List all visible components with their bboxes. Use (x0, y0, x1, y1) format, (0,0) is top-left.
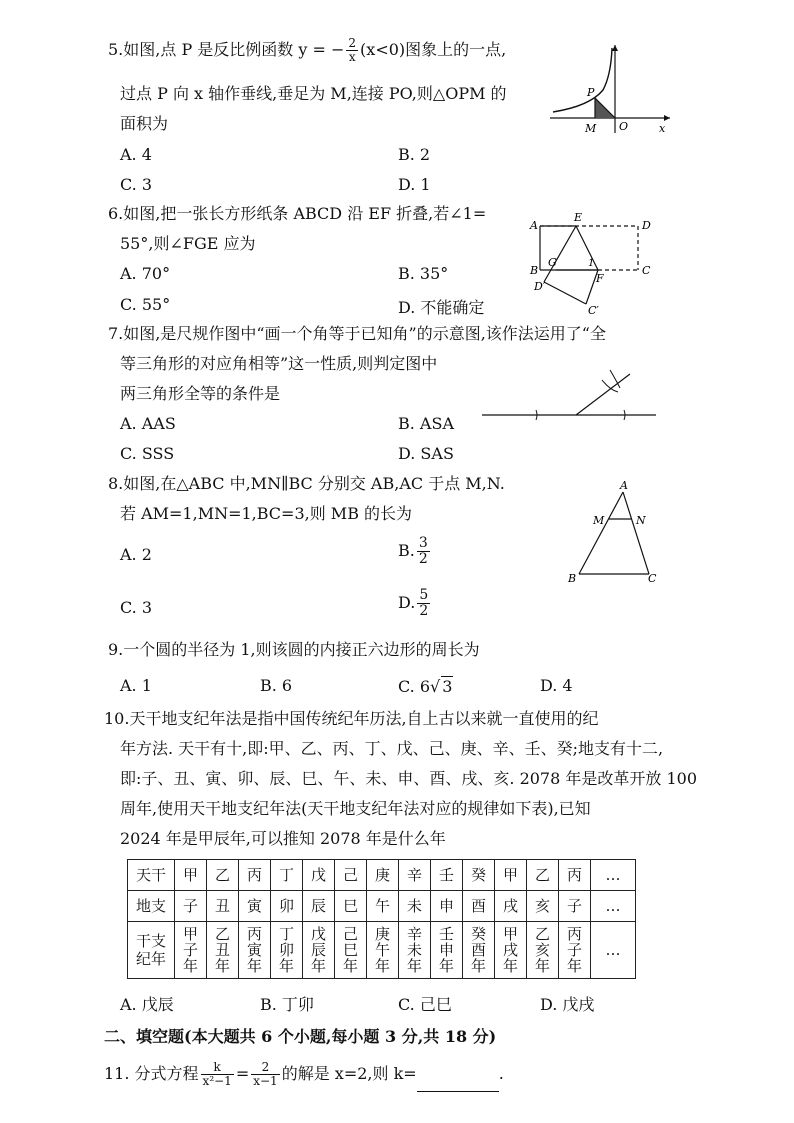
answer-blank[interactable] (417, 1075, 499, 1092)
table-cell: 丁 (271, 860, 303, 891)
q10-line2: 年方法. 天干有十,即:甲、乙、丙、丁、戊、己、庚、辛、壬、癸;地支有十二, (120, 739, 664, 758)
table-cell: 甲 (175, 860, 207, 891)
q7-option-a: A. AAS (120, 414, 176, 433)
q6-option-b: B. 35° (398, 264, 449, 283)
label-M: M (593, 514, 605, 527)
q6-line1: 6.如图,把一张长方形纸条 ABCD 沿 EF 折叠,若∠1= (108, 204, 487, 223)
q10-option-c: C. 己巳 (398, 995, 452, 1014)
table-cell: 未 (399, 891, 431, 922)
section-title: 二、填空题(本大题共 6 个小题,每小题 3 分,共 18 分) (104, 1027, 497, 1046)
table-cell: 亥 (527, 891, 559, 922)
table-cell: 丙 (239, 860, 271, 891)
table-cell: … (591, 891, 636, 922)
table-cell: … (591, 860, 636, 891)
q9-line1: 9.一个圆的半径为 1,则该圆的内接正六边形的周长为 (108, 640, 480, 659)
ganzhi-table (127, 859, 636, 979)
table-row (128, 860, 636, 891)
label-x: x (659, 122, 666, 135)
q5-line3: 面积为 (120, 114, 169, 133)
q5-line1: 5.如图,点 P 是反比例函数 y = − $\frac{2}{x}$ (x<0)图象上的一点, (108, 36, 507, 64)
table-cell: 子 (175, 891, 207, 922)
q10-option-b: B. 丁卯 (260, 995, 314, 1014)
q9-option-a: A. 1 (120, 676, 152, 695)
table-cell: 辛未年 (399, 922, 431, 979)
q8-figure (565, 478, 665, 590)
table-cell: … (591, 922, 636, 979)
label-B: B (568, 572, 577, 585)
table-cell: 癸酉年 (463, 922, 495, 979)
q9-option-b: B. 6 (260, 676, 293, 695)
label-E: E (574, 211, 583, 224)
q8-line2: 若 AM=1,MN=1,BC=3,则 MB 的长为 (120, 504, 413, 523)
q5-option-c: C. 3 (120, 175, 153, 194)
q8-option-b-frac: $\frac{3}{2}$ (418, 535, 428, 567)
q8-option-b: B. $\frac{3}{2}$ (398, 535, 428, 567)
table-cell: 丙子年 (559, 922, 591, 979)
label-A: A (530, 219, 538, 232)
table-header-cell: 地支 (128, 891, 175, 922)
table-cell: 戊辰年 (303, 922, 335, 979)
q11-fraction-left: $\frac{k}{\text{x²−1}}$ (202, 1060, 232, 1088)
table-cell: 酉 (463, 891, 495, 922)
table-cell: 巳 (335, 891, 367, 922)
table-cell: 乙丑年 (207, 922, 239, 979)
q8-line1: 8.如图,在△ABC 中,MN∥BC 分别交 AB,AC 于点 M,N. (108, 474, 505, 493)
label-C: C (648, 572, 657, 585)
table-cell: 寅 (239, 891, 271, 922)
table-cell: 丑 (207, 891, 239, 922)
label-D-prime: D′ (534, 280, 546, 293)
q5-option-b: B. 2 (398, 145, 431, 164)
q11-fraction-right: $\frac{2}{x-1}$ (253, 1060, 278, 1088)
table-cell: 丁卯年 (271, 922, 303, 979)
table-cell: 辰 (303, 891, 335, 922)
table-cell: 辛 (399, 860, 431, 891)
q8-option-d-frac: $\frac{5}{2}$ (419, 587, 429, 619)
table-row (128, 922, 636, 979)
table-cell: 己巳年 (335, 922, 367, 979)
q10-line1: 10.天干地支纪年法是指中国传统纪年历法,自上古以来就一直使用的纪 (104, 709, 599, 728)
table-cell: 甲子年 (175, 922, 207, 979)
q5-option-d: D. 1 (398, 175, 431, 194)
label-M: M (585, 122, 597, 135)
q7-line2: 等三角形的对应角相等”这一性质,则判定图中 (120, 354, 438, 373)
q5-stem-a: 如图,点 P 是反比例函数 y = − (123, 40, 345, 59)
label-N: N (636, 514, 646, 527)
table-cell: 申 (431, 891, 463, 922)
q5-fraction: $\frac{2}{x}$ (348, 36, 357, 64)
q7-line1: 7.如图,是尺规作图中“画一个角等于已知角”的示意图,该作法运用了“全 (108, 324, 606, 343)
table-cell: 乙 (207, 860, 239, 891)
q8-option-a: A. 2 (120, 545, 152, 564)
q5-stem-b: (x<0)图象上的一点, (360, 40, 507, 59)
q7-option-b: B. ASA (398, 414, 454, 433)
label-F: F (596, 272, 604, 285)
q5-option-a: A. 4 (120, 145, 152, 164)
table-cell: 己 (335, 860, 367, 891)
q11-line: 11. 分式方程 $\frac{k}{\text{x²−1}}$ = $\frac{2}{x-1}$ 的解是 x=2,则 k= . (104, 1056, 504, 1092)
label-C: C (642, 264, 651, 277)
table-cell: 甲戌年 (495, 922, 527, 979)
label-B: B (530, 264, 539, 277)
q7-figure (480, 360, 660, 430)
q6-line2: 55°,则∠FGE 应为 (120, 234, 256, 253)
q6-figure (528, 208, 664, 318)
q6-option-d: D. 不能确定 (398, 298, 485, 317)
q7-option-d: D. SAS (398, 444, 454, 463)
table-row (128, 891, 636, 922)
table-cell: 庚午年 (367, 922, 399, 979)
q9-option-d: D. 4 (540, 676, 573, 695)
q10-option-a: A. 戊辰 (120, 995, 174, 1014)
q8-option-d: D. $\frac{5}{2}$ (398, 587, 429, 619)
q9-option-c: C. 6√ 3 (398, 677, 453, 696)
q10-option-d: D. 戊戌 (540, 995, 595, 1014)
label-1: 1 (588, 258, 595, 269)
q6-option-a: A. 70° (120, 264, 171, 283)
table-cell: 乙亥年 (527, 922, 559, 979)
label-O: O (619, 120, 629, 133)
q5-figure (545, 40, 675, 140)
q10-line3: 即:子、丑、寅、卯、辰、巳、午、未、申、酉、戌、亥. 2078 年是改革开放 100 (120, 769, 697, 788)
table-cell: 癸 (463, 860, 495, 891)
q5-line2: 过点 P 向 x 轴作垂线,垂足为 M,连接 PO,则△OPM 的 (120, 84, 507, 103)
label-A: A (620, 479, 628, 492)
q10-line4: 周年,使用天干地支纪年法(天干地支纪年法对应的规律如下表),已知 (120, 799, 591, 818)
table-header-cell: 天干 (128, 860, 175, 891)
label-G: G (548, 256, 557, 269)
table-cell: 午 (367, 891, 399, 922)
q7-line3: 两三角形全等的条件是 (120, 384, 281, 403)
q8-option-c: C. 3 (120, 598, 153, 617)
table-cell: 丙 (559, 860, 591, 891)
table-cell: 丙寅年 (239, 922, 271, 979)
table-cell: 卯 (271, 891, 303, 922)
table-cell: 戌 (495, 891, 527, 922)
label-P: P (587, 86, 595, 99)
table-cell: 戊 (303, 860, 335, 891)
q6-option-c: C. 55° (120, 295, 171, 314)
q10-line5: 2024 年是甲辰年,可以推知 2078 年是什么年 (120, 829, 446, 848)
label-D: D (642, 219, 651, 232)
table-cell: 庚 (367, 860, 399, 891)
table-cell: 甲 (495, 860, 527, 891)
table-cell: 壬申年 (431, 922, 463, 979)
q7-option-c: C. SSS (120, 444, 175, 463)
table-cell: 子 (559, 891, 591, 922)
table-cell: 乙 (527, 860, 559, 891)
label-C-prime: C′ (588, 304, 599, 317)
table-cell: 壬 (431, 860, 463, 891)
table-header-cell: 干支 纪年 (128, 922, 175, 979)
